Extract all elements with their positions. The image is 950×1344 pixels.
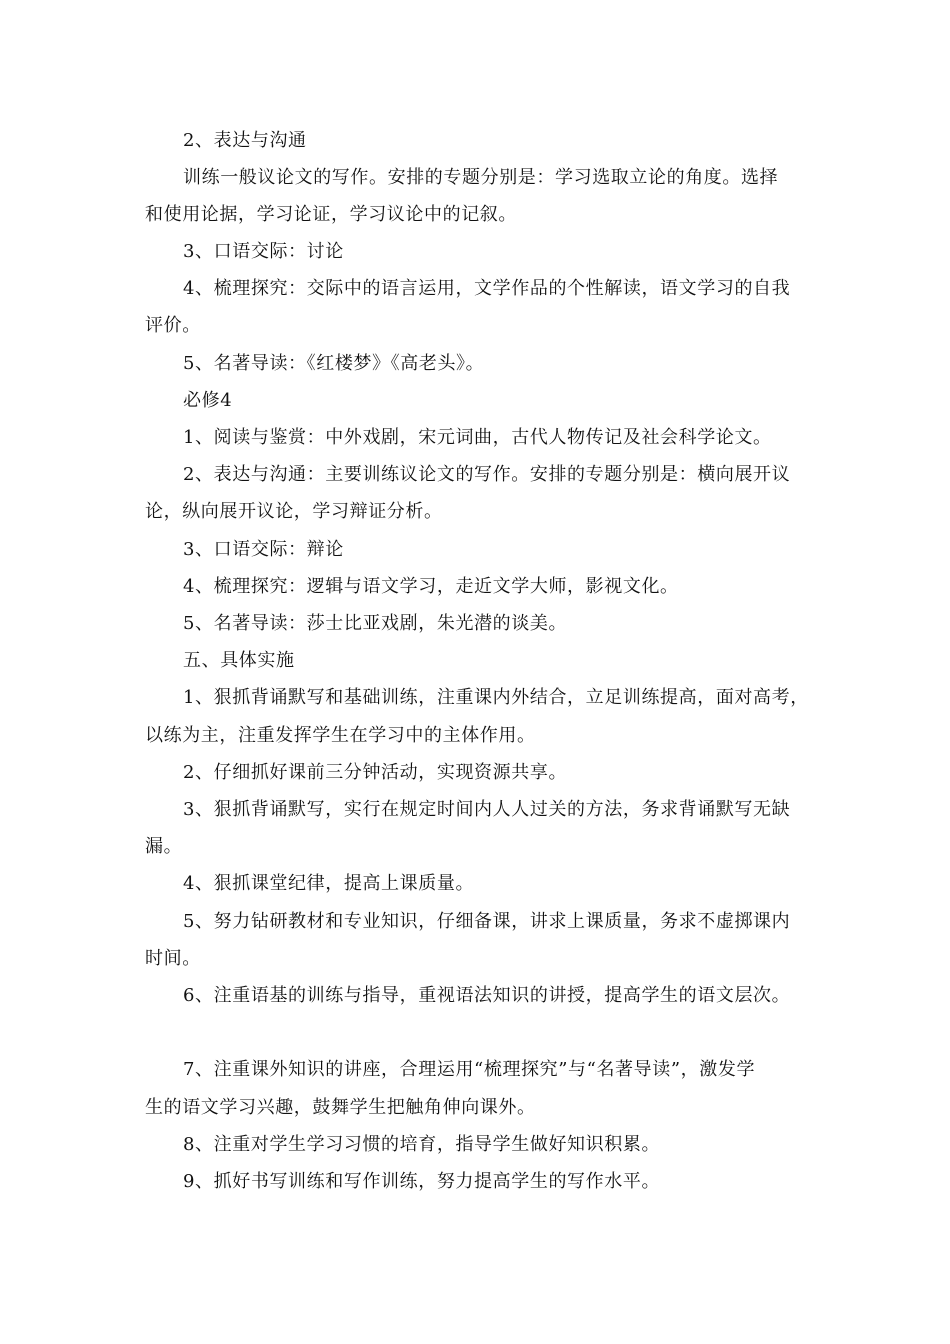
list-item: 3、口语交际：讨论 xyxy=(183,241,344,262)
section-heading: 2、表达与沟通 xyxy=(183,130,307,151)
paragraph-line: 训练一般议论文的写作。安排的专题分别是：学习选取立论的角度。选择 xyxy=(183,167,779,188)
paragraph-line: 时间。 xyxy=(145,948,201,969)
list-item: 8、注重对学生学习习惯的培育，指导学生做好知识积累。 xyxy=(183,1134,661,1155)
paragraph-line: 以练为主，注重发挥学生在学习中的主体作用。 xyxy=(145,725,536,746)
list-item: 4、狠抓课堂纪律，提高上课质量。 xyxy=(183,873,475,894)
list-item: 1、阅读与鉴赏：中外戏剧，宋元词曲，古代人物传记及社会科学论文。 xyxy=(183,427,772,448)
paragraph-line: 评价。 xyxy=(145,315,201,336)
list-item: 5、努力钻研教材和专业知识，仔细备课，讲求上课质量，务求不虚掷课内 xyxy=(183,911,791,932)
list-item: 2、表达与沟通：主要训练议论文的写作。安排的专题分别是：横向展开议 xyxy=(183,464,791,485)
list-item: 5、名著导读：莎士比亚戏剧，朱光潜的谈美。 xyxy=(183,613,568,634)
paragraph-line: 漏。 xyxy=(145,836,183,857)
section-heading: 五、具体实施 xyxy=(183,650,295,671)
list-item: 9、抓好书写训练和写作训练，努力提高学生的写作水平。 xyxy=(183,1171,661,1192)
list-item: 2、仔细抓好课前三分钟活动，实现资源共享。 xyxy=(183,762,568,783)
list-item: 7、注重课外知识的讲座，合理运用“梳理探究”与“名著导读”，激发学 xyxy=(183,1059,756,1080)
list-item: 6、注重语基的训练与指导，重视语法知识的讲授，提高学生的语文层次。 xyxy=(183,985,791,1006)
section-heading: 必修4 xyxy=(183,390,233,411)
list-item: 3、口语交际：辩论 xyxy=(183,539,344,560)
list-item: 4、梳理探究：交际中的语言运用，文学作品的个性解读，语文学习的自我 xyxy=(183,278,791,299)
paragraph-line: 和使用论据，学习论证，学习议论中的记叙。 xyxy=(145,204,517,225)
paragraph-line: 生的语文学习兴趣，鼓舞学生把触角伸向课外。 xyxy=(145,1097,536,1118)
list-item: 3、狠抓背诵默写，实行在规定时间内人人过关的方法，务求背诵默写无缺 xyxy=(183,799,791,820)
paragraph-line: 论，纵向展开议论，学习辩证分析。 xyxy=(145,501,443,522)
list-item: 1、狠抓背诵默写和基础训练，注重课内外结合，立足训练提高，面对高考， xyxy=(183,687,809,708)
list-item: 5、名著导读：《红楼梦》《高老头》。 xyxy=(183,353,485,374)
list-item: 4、梳理探究：逻辑与语文学习，走近文学大师，影视文化。 xyxy=(183,576,679,597)
